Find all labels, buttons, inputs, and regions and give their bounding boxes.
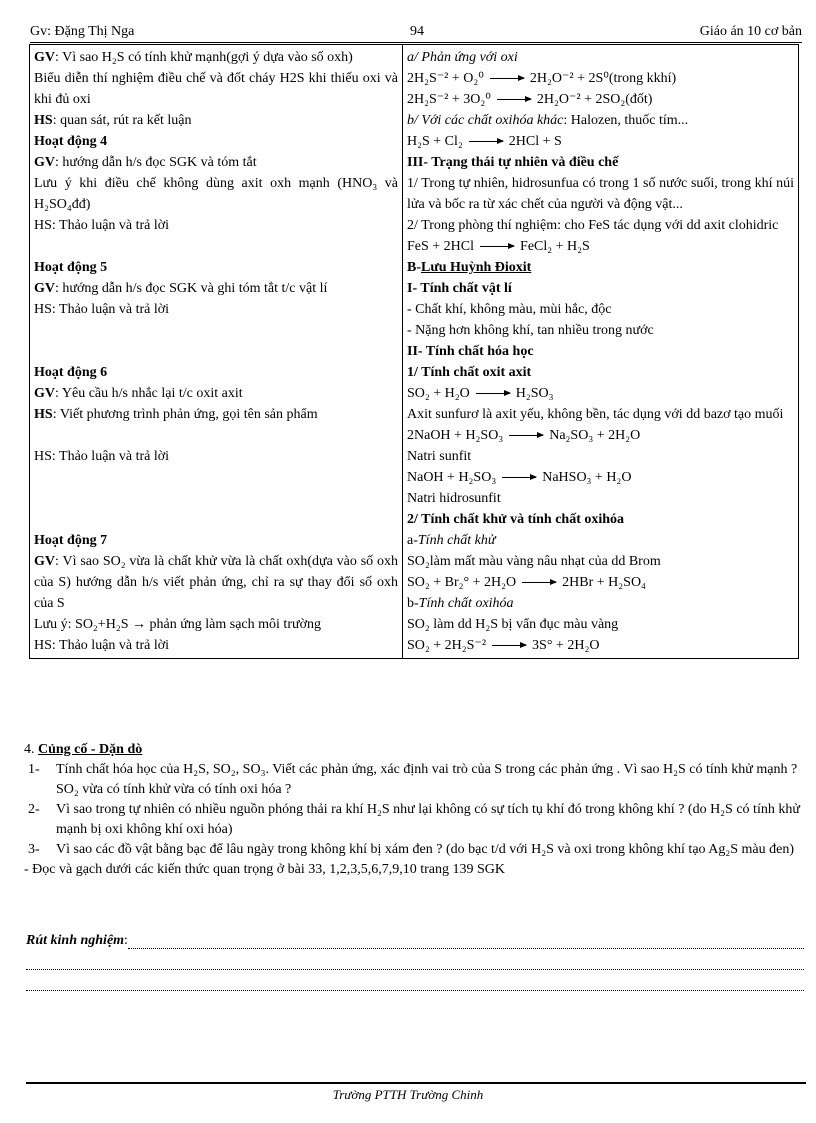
reaction-equation [407, 131, 794, 152]
experience-label: Rút kinh nghiệm [26, 933, 125, 948]
content-line [407, 446, 794, 467]
reactants: 2H₂S⁻² + 3O₂⁰ [407, 92, 491, 107]
question-item [24, 760, 804, 800]
reactants: SO₂ + Br₂° + 2H₂O [407, 575, 517, 590]
heading-prefix: B- [407, 260, 421, 275]
question-item [24, 800, 804, 840]
section-title: Củng cố - Dặn dò [38, 742, 143, 757]
activity-text: : Viết phương trình phản ứng, gọi tên sản phẩm [52, 407, 318, 422]
blank-line [34, 488, 398, 509]
reaction-equation [407, 89, 794, 110]
products: NaHSO₃ + H₂O [542, 470, 632, 485]
activity-text: : hướng dẫn h/s đọc SGK và ghi tóm tắt t/c vật lí [55, 281, 328, 296]
reactants: 2NaOH + H₂SO₃ [407, 428, 504, 443]
content-heading [407, 362, 794, 383]
dotted-line [26, 951, 804, 970]
role-label: HS [34, 113, 53, 128]
body-text: 1/ Trong tự nhiên, hidrosunfua có trong 1 số nước suối, trong khí núi lửa và bốc ra từ xác chết của người và động vật... [407, 176, 794, 212]
products: H₂SO₃ [515, 386, 554, 401]
content-line [407, 404, 794, 425]
question-text: Tính chất hóa học của H₂S, SO₂, SO₃. Viết các phản ứng, xác định vai trò của S trong các phản ứng . Vì sao H₂S có tính khử mạnh ? SO₂ vừa có tính khử vừa có tính oxi hóa ? [56, 762, 798, 797]
activity-text: : quan sát, rút ra kết luận [52, 113, 192, 128]
activity-text: : Vì sao SO₂ vừa là chất khử vừa là chất oxh(dựa vào số oxh của S) hướng dẫn h/s viết phản ứng, chỉ ra sự thay đổi số oxh của S [34, 554, 398, 611]
activity-text: Lưu ý khi điều chế không dùng axit oxh mạnh (HNO₃ và H₂SO₄đđ) [34, 176, 398, 212]
arrow-icon [490, 78, 524, 79]
lesson-table [29, 44, 799, 659]
role-label: HS [34, 407, 53, 422]
content-line [407, 299, 794, 320]
body-text: - Chất khí, không màu, mùi hắc, độc [407, 302, 612, 317]
heading-text: III- Trạng thái tự nhiên và điều chế [407, 155, 619, 170]
homework-note: - Đọc và gạch dưới các kiến thức quan trọng ở bài 33, 1,2,3,5,6,7,9,10 trang 139 SGK [24, 862, 505, 877]
blank-line [34, 236, 398, 257]
content-line [407, 320, 794, 341]
body-text: : Halozen, thuốc tím... [563, 113, 689, 128]
products: 2HCl + S [508, 134, 562, 149]
body-text: Axit sunfurơ là axit yếu, không bền, tác dụng với dd bazơ tạo muối [407, 407, 784, 422]
question-list [24, 760, 804, 860]
teacher-name: Gv: Đặng Thị Nga [30, 24, 135, 39]
question-number: 2- [28, 802, 40, 817]
body-text: Natri sunfit [407, 449, 472, 464]
blank-line [34, 467, 398, 488]
role-label: GV [34, 386, 55, 401]
products: 3S° + 2H₂O [532, 638, 600, 653]
content-heading [407, 341, 794, 362]
body-text: SO₂làm mất màu vàng nâu nhạt của dd Brom [407, 554, 661, 569]
activity-text: : hướng dẫn h/s đọc SGK và tóm tắt [55, 155, 257, 170]
question-number: 3- [28, 842, 40, 857]
activity-line [34, 47, 398, 68]
question-text: Vì sao các đồ vật bằng bạc để lâu ngày trong không khí bị xám đen ? (do bạc t/d với H₂S và oxi trong không khí tạo Ag₂S màu đen) [56, 842, 795, 857]
page-number: 94 [410, 24, 424, 39]
activity-line [34, 299, 398, 320]
school-footer: Trường PTTH Trường Chinh [332, 1087, 484, 1102]
arrow-icon [522, 582, 556, 583]
arrow-icon [502, 477, 536, 478]
reaction-equation [407, 425, 794, 446]
teacher-activities-column [30, 45, 403, 659]
activity-text: HS: Thảo luận và trả lời [34, 449, 170, 464]
blank-line [34, 320, 398, 341]
role-label: GV [34, 281, 55, 296]
arrow-icon [509, 435, 543, 436]
reactants: SO₂ + H₂O [407, 386, 470, 401]
item-prefix: b- [407, 596, 419, 611]
italic-text: Tính chất khử [417, 533, 496, 548]
activity-line [34, 635, 398, 656]
reactants: NaOH + H₂SO₃ [407, 470, 497, 485]
activity-line [34, 68, 398, 110]
footer-divider [26, 1082, 806, 1084]
section-heading: 4. Củng cố - Dặn dò [24, 742, 143, 757]
content-heading [407, 278, 794, 299]
products: 2H₂O⁻² + 2S⁰(trong kkhí) [529, 71, 677, 86]
activity-text: HS: Thảo luận và trả lời [34, 218, 170, 233]
item-prefix: a- [407, 533, 418, 548]
content-line [407, 551, 794, 572]
activity-line [34, 614, 398, 635]
arrow-icon [469, 141, 503, 142]
experience-notes: Rút kinh nghiệm : [26, 930, 804, 991]
activity-line [34, 215, 398, 236]
role-label: GV [34, 155, 55, 170]
arrow-icon [476, 393, 510, 394]
activity-text: : Yêu cầu h/s nhắc lại t/c oxit axit [55, 386, 243, 401]
activity-text: Lưu ý: SO₂+H₂S → phản ứng làm sạch môi trường [34, 617, 321, 632]
content-line [407, 488, 794, 509]
activity-text: Biểu diễn thí nghiệm điều chế và đốt cháy H2S khi thiếu oxi và khi đủ oxi [34, 71, 398, 107]
reactants: FeS + 2HCl [407, 239, 475, 254]
activity-text: : Vì sao H₂S có tính khử mạnh(gợi ý dựa vào số oxh) [55, 50, 353, 65]
activity-heading [34, 257, 398, 278]
activity-heading [34, 131, 398, 152]
italic-text: Tính chất oxihóa [418, 596, 514, 611]
dotted-line [128, 930, 804, 949]
content-line [407, 593, 794, 614]
question-number: 1- [28, 762, 40, 777]
question-item [24, 840, 804, 860]
reaction-equation [407, 467, 794, 488]
reaction-equation [407, 68, 794, 89]
heading-text: II- Tính chất hóa học [407, 344, 534, 359]
activity-heading [34, 362, 398, 383]
reaction-equation [407, 236, 794, 257]
activity-title: Hoạt động 5 [34, 260, 108, 275]
heading-title: Lưu Huỳnh Đioxit [421, 260, 532, 275]
reactants: SO₂ + 2H₂S⁻² [407, 638, 487, 653]
content-line [407, 530, 794, 551]
reaction-equation [407, 572, 794, 593]
activity-line [34, 173, 398, 215]
body-text: - Nặng hơn không khí, tan nhiều trong nước [407, 323, 654, 338]
activity-line [34, 383, 398, 404]
activity-line [34, 446, 398, 467]
content-line [407, 173, 794, 215]
heading-text: I- Tính chất vật lí [407, 281, 512, 296]
content-heading [407, 152, 794, 173]
activity-title: Hoạt động 7 [34, 533, 108, 548]
arrow-icon [497, 99, 531, 100]
content-line [407, 47, 794, 68]
arrow-icon [480, 246, 514, 247]
page-header [30, 24, 802, 43]
reactants: 2H₂S⁻² + O₂⁰ [407, 71, 484, 86]
activity-line [34, 110, 398, 131]
activity-line [34, 152, 398, 173]
activity-title: Hoạt động 4 [34, 134, 108, 149]
blank-line [34, 425, 398, 446]
lesson-content-column [403, 45, 799, 659]
reaction-equation [407, 635, 794, 656]
document-title: Giáo án 10 cơ bản [699, 24, 802, 39]
heading-text: 1/ Tính chất oxit axit [407, 365, 532, 380]
activity-line [34, 551, 398, 614]
content-heading [407, 257, 794, 278]
question-text: Vì sao trong tự nhiên có nhiều nguồn phóng thải ra khí H₂S như lại không có sự tích tụ khí đó trong không khí ? (do H₂S có tính khử mạnh bị oxi không khí oxi hóa) [56, 802, 800, 837]
arrow-icon [492, 645, 526, 646]
role-label: GV [34, 50, 55, 65]
activity-title: Hoạt động 6 [34, 365, 108, 380]
reactants: H₂S + Cl₂ [407, 134, 463, 149]
body-text: Natri hidrosunfit [407, 491, 501, 506]
activity-text: HS: Thảo luận và trả lời [34, 638, 170, 653]
content-line [407, 215, 794, 236]
body-text: SO₂ làm dd H₂S bị vẩn đục màu vàng [407, 617, 619, 632]
blank-line [34, 509, 398, 530]
products: Na₂SO₃ + 2H₂O [549, 428, 641, 443]
activity-text: HS: Thảo luận và trả lời [34, 302, 170, 317]
activity-line [34, 404, 398, 425]
content-line [407, 110, 794, 131]
products: 2HBr + H₂SO₄ [562, 575, 646, 590]
content-heading [407, 509, 794, 530]
heading-text: 2/ Tính chất khử và tính chất oxihóa [407, 512, 625, 527]
blank-line [34, 341, 398, 362]
italic-text: b/ Với các chất oxihóa khác [407, 113, 564, 128]
section-consolidation [24, 740, 804, 880]
activity-heading [34, 530, 398, 551]
italic-text: a/ Phản ứng với oxi [407, 50, 518, 65]
activity-line [34, 278, 398, 299]
role-label: GV [34, 554, 55, 569]
content-line [407, 614, 794, 635]
reaction-equation [407, 383, 794, 404]
products: 2H₂O⁻² + 2SO₂(đốt) [536, 92, 653, 107]
body-text: 2/ Trong phòng thí nghiệm: cho FeS tác dụng với dd axit clohidric [407, 218, 779, 233]
dotted-line [26, 972, 804, 991]
products: FeCl₂ + H₂S [520, 239, 590, 254]
